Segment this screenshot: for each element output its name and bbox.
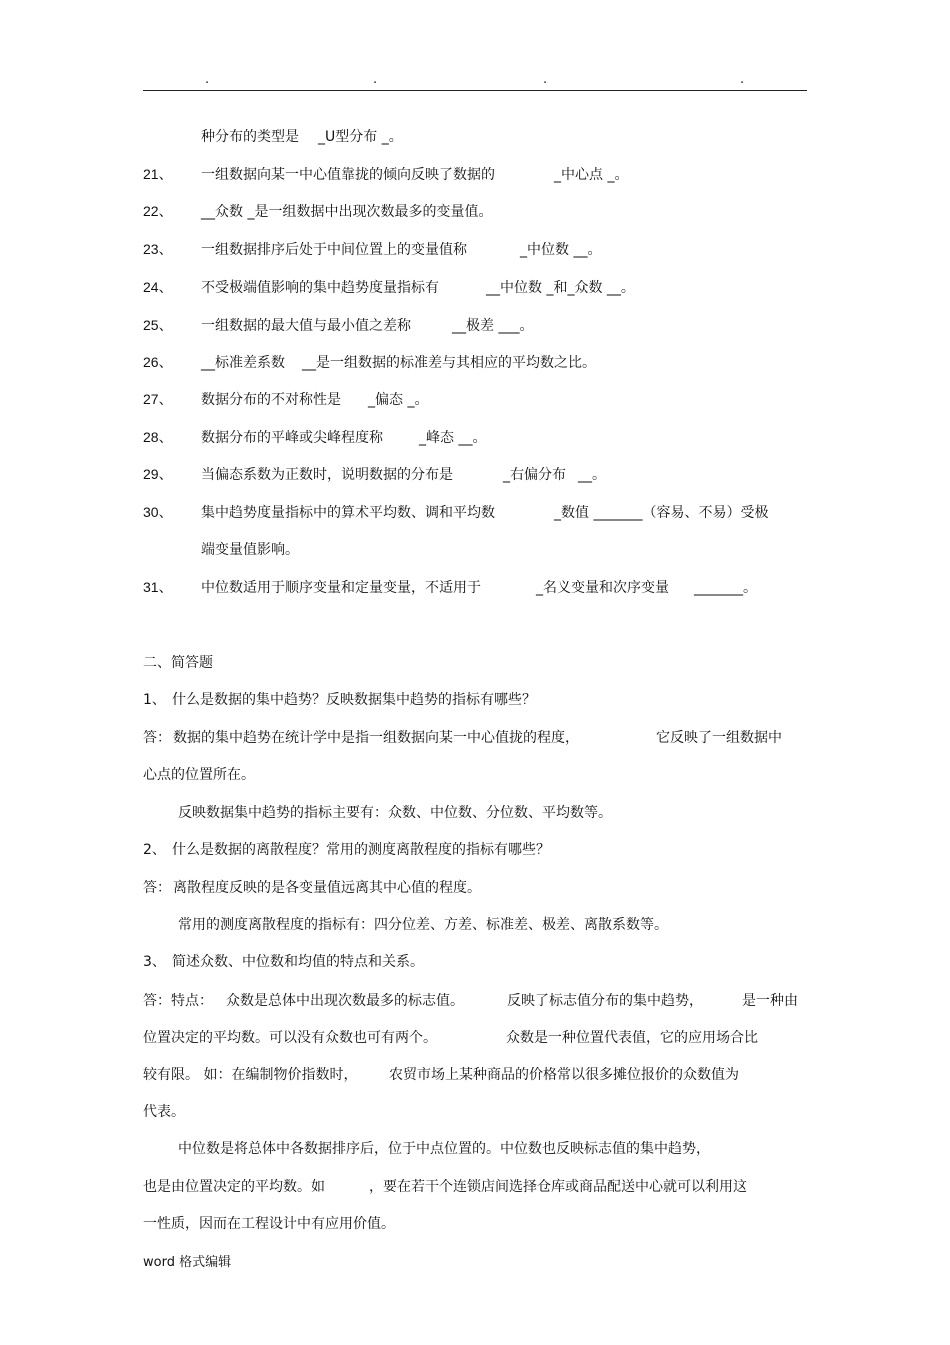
item-answer: _右偏分布 xyxy=(503,467,566,483)
item-answer: __标准差系数 xyxy=(201,355,285,371)
question-number: 1、 xyxy=(143,692,166,708)
item-answer: __中位数 _和_众数 __。 xyxy=(486,280,635,296)
item-number: 29、 xyxy=(143,466,173,482)
answer-text: 离散程度反映的是各变量值远离其中心值的程度。 xyxy=(173,880,481,896)
answer-label: 答： xyxy=(143,880,171,896)
answer-text: 位置决定的平均数。可以没有众数也可有两个。 xyxy=(143,1030,437,1046)
item-answer: _偏态 _。 xyxy=(368,392,429,408)
item-answer: _U型分布 _。 xyxy=(318,129,403,145)
item-text: 一组数据向某一中心值靠拢的倾向反映了数据的 xyxy=(201,167,495,183)
answer-text: ，要在若干个连锁店间选择仓库或商品配送中心就可以利用这 xyxy=(369,1179,747,1195)
answer-text: 一性质，因而在工程设计中有应用价值。 xyxy=(143,1216,395,1232)
header-dot: . xyxy=(543,72,548,87)
item-number: 23、 xyxy=(143,241,173,257)
question-text: 什么是数据的离散程度？常用的测度离散程度的指标有哪些？ xyxy=(172,842,550,858)
item-answer-tail: __。 xyxy=(578,467,606,483)
header-dot: . xyxy=(740,72,745,87)
item-answer: _峰态 __。 xyxy=(419,430,487,446)
answer-text: 众数是一种位置代表值，它的应用场合比 xyxy=(506,1030,758,1046)
item-number: 28、 xyxy=(143,429,173,445)
answer-label: 答：特点： xyxy=(143,993,213,1009)
item-text: __是一组数据的标准差与其相应的平均数之比。 xyxy=(302,355,596,371)
page-footer: word 格式编辑 xyxy=(143,1255,232,1270)
answer-text: 也是由位置决定的平均数。如 xyxy=(143,1179,325,1195)
item-text: 一组数据的最大值与最小值之差称 xyxy=(201,318,411,334)
question-text: 简述众数、中位数和均值的特点和关系。 xyxy=(172,954,424,970)
item-text: 集中趋势度量指标中的算术平均数、调和平均数 xyxy=(201,505,495,521)
answer-text: 数据的集中趋势在统计学中是指一组数据向某一中心值拢的程度， xyxy=(173,730,579,746)
item-answer: __极差 ___。 xyxy=(452,318,534,334)
item-text: 当偏态系数为正数时，说明数据的分布是 xyxy=(201,467,453,483)
item-answer: _名义变量和次序变量 xyxy=(536,580,669,596)
question-number: 3、 xyxy=(143,954,166,970)
item-text: 数据分布的平峰或尖峰程度称 xyxy=(201,430,383,446)
item-answer: _中位数 __。 xyxy=(520,242,602,258)
item-number: 31、 xyxy=(143,579,173,595)
item-text: 不受极端值影响的集中趋势度量指标有 xyxy=(201,280,439,296)
question-text: 什么是数据的集中趋势？反映数据集中趋势的指标有哪些？ xyxy=(172,692,536,708)
item-number: 26、 xyxy=(143,354,173,370)
item-answer: _数值 _______（容易、不易）受极 xyxy=(554,505,769,521)
item-text: 端变量值影响。 xyxy=(201,542,299,558)
item-text: 中位数适用于顺序变量和定量变量，不适用于 xyxy=(201,580,481,596)
section-title: 二、简答题 xyxy=(143,655,213,671)
item-number: 22、 xyxy=(143,203,173,219)
item-text: 一组数据排序后处于中间位置上的变量值称 xyxy=(201,242,467,258)
answer-text: 心点的位置所在。 xyxy=(143,767,255,783)
answer-text: 中位数是将总体中各数据排序后，位于中点位置的。中位数也反映标志值的集中趋势， xyxy=(178,1141,710,1157)
answer-text: 农贸市场上某种商品的价格常以很多摊位报价的众数值为 xyxy=(389,1067,739,1083)
header-dot: . xyxy=(205,72,210,87)
item-number: 27、 xyxy=(143,391,173,407)
question-number: 2、 xyxy=(143,842,166,858)
header-rule xyxy=(143,90,807,91)
header-dot: . xyxy=(373,72,378,87)
item-answer: _中心点 _。 xyxy=(554,167,629,183)
answer-text: 较有限。 如：在编制物价指数时， xyxy=(143,1067,358,1083)
answer-text: 代表。 xyxy=(143,1104,185,1120)
answer-text: 反映数据集中趋势的指标主要有：众数、中位数、分位数、平均数等。 xyxy=(178,805,612,821)
item-number: 24、 xyxy=(143,279,173,295)
answer-text: 它反映了一组数据中 xyxy=(656,730,782,746)
item-number: 21、 xyxy=(143,166,173,182)
answer-label: 答： xyxy=(143,730,171,746)
answer-text: 众数是总体中出现次数最多的标志值。 xyxy=(226,993,464,1009)
answer-text: 常用的测度离散程度的指标有：四分位差、方差、标准差、极差、离散系数等。 xyxy=(178,917,668,933)
item-text: 数据分布的不对称性是 xyxy=(201,392,341,408)
item-text: __众数 _是一组数据中出现次数最多的变量值。 xyxy=(201,204,493,220)
item-text: 种分布的类型是 xyxy=(201,129,299,145)
item-number: 30、 xyxy=(143,504,173,520)
answer-text: 是一种由 xyxy=(742,993,798,1009)
item-answer-tail: _______。 xyxy=(694,580,757,596)
item-number: 25、 xyxy=(143,317,173,333)
answer-text: 反映了标志值分布的集中趋势， xyxy=(507,993,703,1009)
